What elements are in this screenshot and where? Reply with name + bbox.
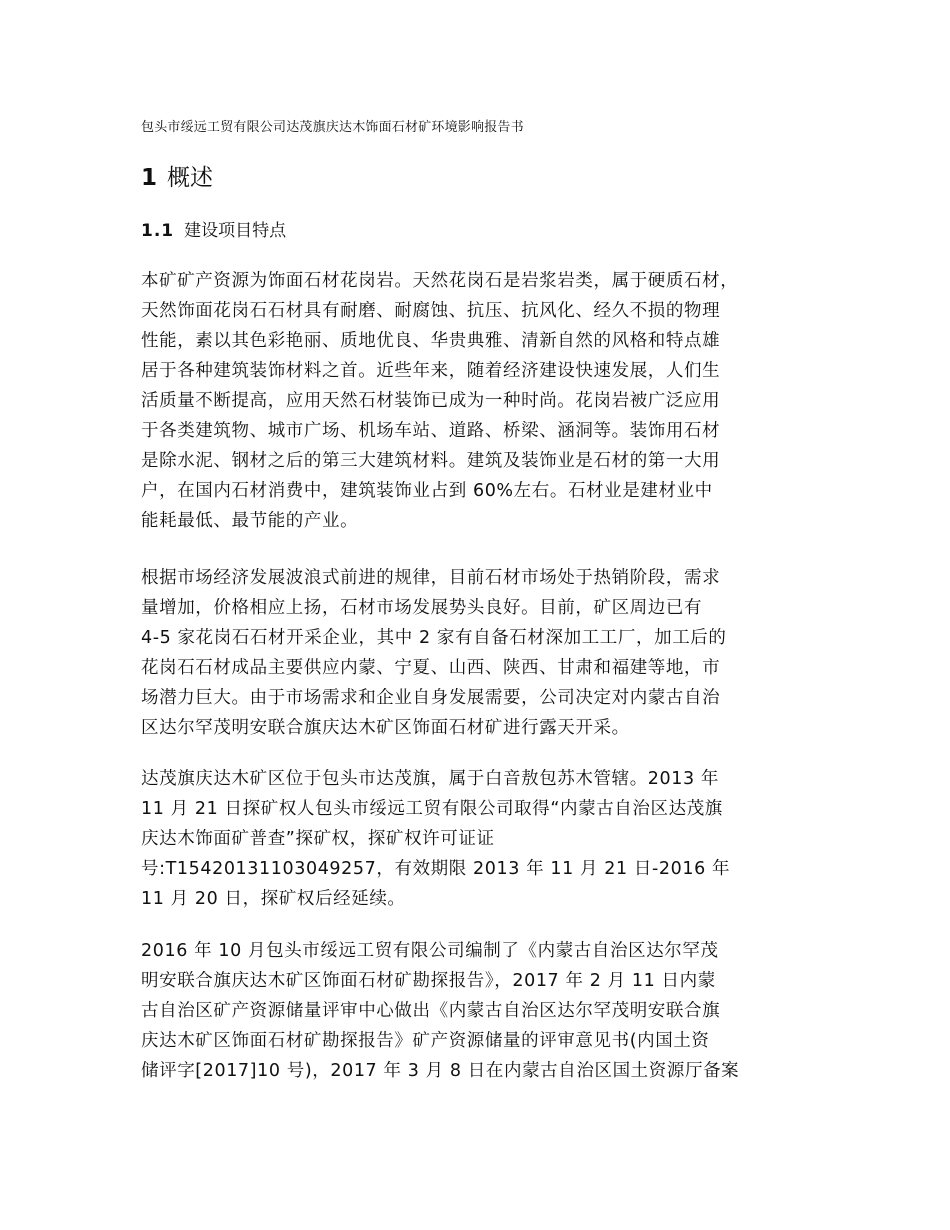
paragraph-line: 区达尔罕茂明安联合旗庆达木矿区饰面石材矿进行露天开采。 xyxy=(141,718,630,738)
paragraph-line: 古自治区矿产资源储量评审中心做出《内蒙古自治区达尔罕茂明安联合旗 xyxy=(141,1001,721,1021)
paragraph-line: 能耗最低、最节能的产业。 xyxy=(141,511,359,531)
running-header: 包头市绥远工贸有限公司达茂旗庆达木饰面石材矿环境影响报告书 xyxy=(141,120,524,135)
paragraph-line: 性能，素以其色彩艳丽、质地优良、华贵典雅、清新自然的风格和特点雄 xyxy=(141,331,721,351)
paragraph-line: 根据市场经济发展波浪式前进的规律，目前石材市场处于热销阶段，需求 xyxy=(141,568,721,588)
paragraph-line: 量增加，价格相应上扬，石材市场发展势头良好。目前，矿区周边已有 xyxy=(141,598,703,618)
paragraph-line: 11 月 21 日探矿权人包头市绥远工贸有限公司取得“内蒙古自治区达茂旗 xyxy=(141,799,723,819)
section-number: 1 xyxy=(141,165,158,191)
subsection-number: 1.1 xyxy=(141,221,175,241)
paragraph-line: 于各类建筑物、城市广场、机场车站、道路、桥梁、涵洞等。装饰用石材 xyxy=(141,421,721,441)
paragraph-line: 场潜力巨大。由于市场需求和企业自身发展需要，公司决定对内蒙古自治 xyxy=(141,688,721,708)
paragraph-1 xyxy=(141,266,841,536)
paragraph-line: 户，在国内石材消费中，建筑装饰业占到 60%左右。石材业是建材业中 xyxy=(141,481,713,501)
paragraph-line: 居于各种建筑装饰材料之首。近些年来，随着经济建设快速发展，人们生 xyxy=(141,361,721,381)
section-title: 概述 xyxy=(167,165,214,191)
paragraph-line: 是除水泥、钢材之后的第三大建筑材料。建筑及装饰业是石材的第一大用 xyxy=(141,451,721,471)
paragraph-line: 11 月 20 日，探矿权后经延续。 xyxy=(141,889,406,909)
paragraph-line: 2016 年 10 月包头市绥远工贸有限公司编制了《内蒙古自治区达尔罕茂 xyxy=(141,941,719,961)
section-heading xyxy=(141,162,213,194)
paragraph-line: 达茂旗庆达木矿区位于包头市达茂旗，属于白音敖包苏木管辖。2013 年 xyxy=(141,769,719,789)
subsection-title: 建设项目特点 xyxy=(184,221,287,241)
paragraph-line: 本矿矿产资源为饰面石材花岗岩。天然花岗石是岩浆岩类，属于硬质石材， xyxy=(141,271,739,291)
paragraph-line: 号:T15420131103049257，有效期限 2013 年 11 月 21 日-2016 年 xyxy=(141,859,731,879)
paragraph-2 xyxy=(141,563,841,743)
paragraph-line: 天然饰面花岗石石材具有耐磨、耐腐蚀、抗压、抗风化、经久不损的物理 xyxy=(141,301,721,321)
paragraph-3 xyxy=(141,764,841,914)
paragraph-line: 花岗石石材成品主要供应内蒙、宁夏、山西、陕西、甘肃和福建等地，市 xyxy=(141,658,721,678)
paragraph-line: 储评字[2017]10 号)，2017 年 3 月 8 日在内蒙古自治区国土资源厅备案 xyxy=(141,1061,740,1081)
paragraph-line: 庆达木饰面矿普查”探矿权，探矿权许可证证 xyxy=(141,829,495,849)
paragraph-line: 庆达木矿区饰面石材矿勘探报告》矿产资源储量的评审意见书(内国土资 xyxy=(141,1031,710,1051)
paragraph-line: 活质量不断提高，应用天然石材装饰已成为一种时尚。花岗岩被广泛应用 xyxy=(141,391,721,411)
paragraph-4 xyxy=(141,936,841,1086)
paragraph-line: 4-5 家花岗石石材开采企业，其中 2 家有自备石材深加工工厂，加工后的 xyxy=(141,628,727,648)
subsection-heading xyxy=(141,219,286,243)
paragraph-line: 明安联合旗庆达木矿区饰面石材矿勘探报告》，2017 年 2 月 11 日内蒙 xyxy=(141,971,716,991)
